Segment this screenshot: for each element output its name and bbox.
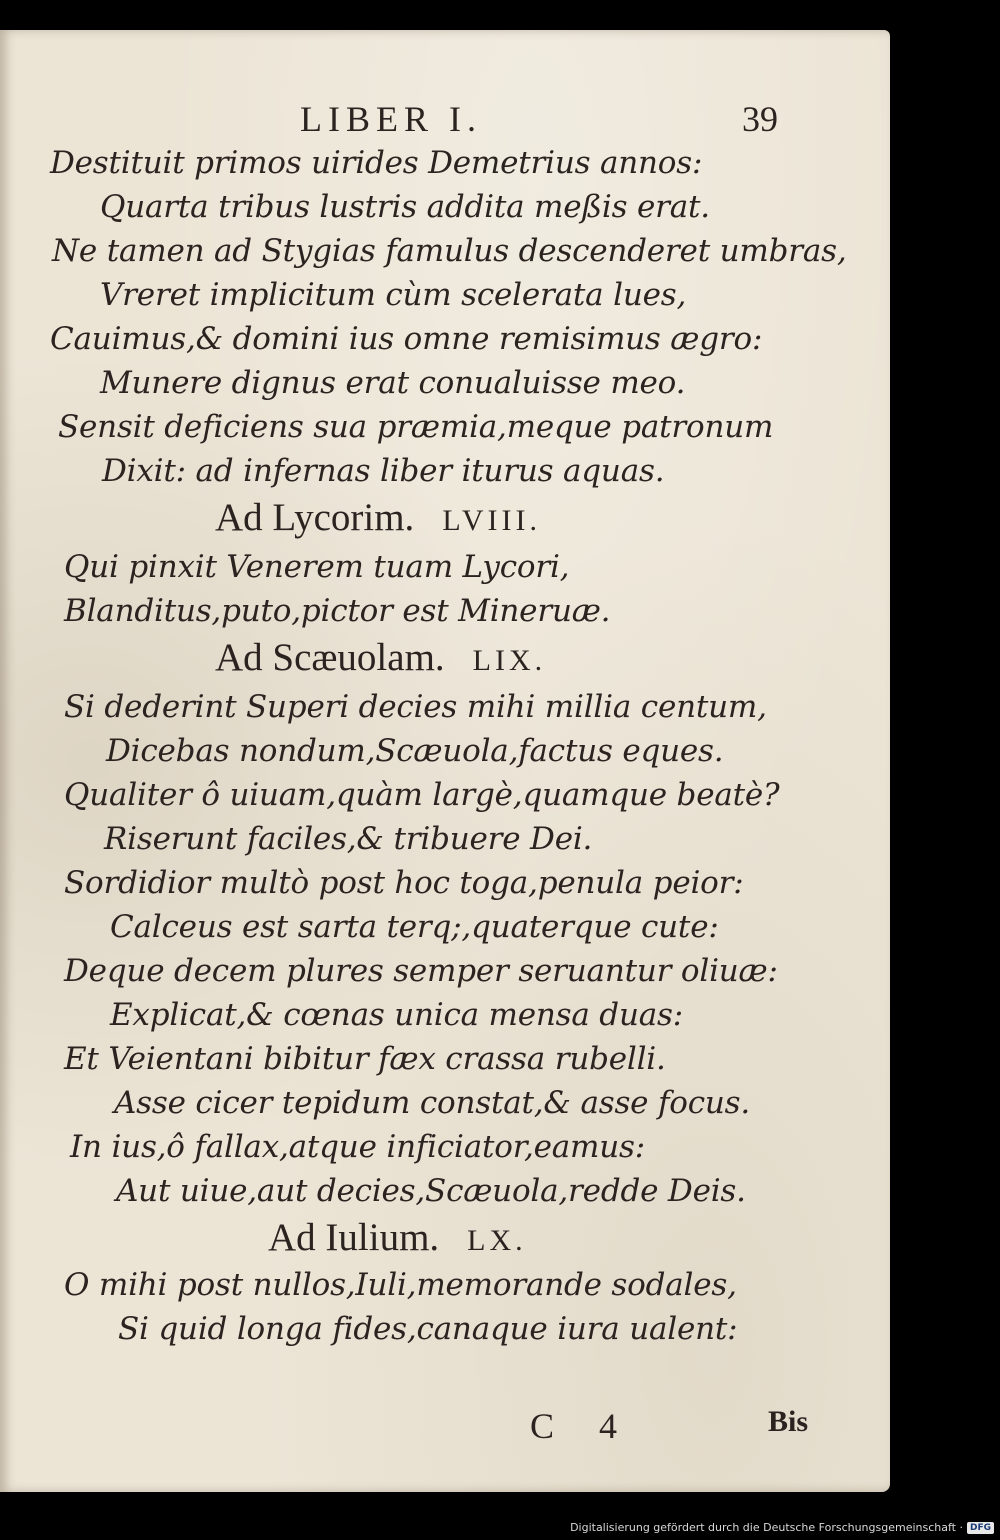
verse-line: Explicat,& cœnas unica mensa duas: (110, 997, 683, 1033)
verse-line: Calceus est sarta terq;,quaterque cute: (110, 909, 719, 945)
credit-text: Digitalisierung gefördert durch die Deutsche Forschungsgemeinschaft · (570, 1521, 963, 1534)
book-page (0, 30, 890, 1492)
catchword: Bis (768, 1405, 809, 1438)
epigram-heading (268, 1218, 527, 1257)
verse-line: In ius,ô fallax,atque inficiator,eamus: (70, 1129, 645, 1165)
heading-title: Ad Scæuolam. (215, 636, 445, 679)
heading-number: LIX. (472, 644, 547, 677)
page-number: 39 (742, 99, 778, 139)
verse-line: Dixit: ad infernas liber iturus aquas. (102, 453, 665, 489)
verse-line: Deque decem plures semper seruantur oliuæ: (64, 953, 778, 989)
verse-line: Dicebas nondum,Scæuola,factus eques. (106, 733, 724, 769)
verse-line: Qualiter ô uiuam,quàm largè,quamque beatè? (64, 777, 780, 813)
digitization-credit (570, 1521, 994, 1534)
heading-number: LVIII. (442, 504, 542, 537)
verse-line: Sordidior multò post hoc toga,penula peior: (64, 865, 744, 901)
verse-line: Asse cicer tepidum constat,& asse focus. (114, 1085, 751, 1121)
verse-line: Munere dignus erat conualuisse meo. (100, 365, 686, 401)
verse-line: Vreret implicitum cùm scelerata lues, (100, 277, 687, 313)
heading-number: LX. (467, 1224, 527, 1257)
verse-line: Si dederint Superi decies mihi millia centum, (64, 689, 767, 725)
heading-title: Ad Lycorim. (215, 496, 415, 539)
verse-line: O mihi post nullos,Iuli,memorande sodales, (64, 1267, 737, 1303)
epigram-heading (215, 638, 546, 677)
verse-line: Riserunt faciles,& tribuere Dei. (104, 821, 593, 857)
verse-line: Destituit primos uirides Demetrius annos: (50, 145, 703, 181)
dfg-logo-icon: DFG (967, 1522, 994, 1534)
verse-line: Cauimus,& domini ius omne remisimus ægro: (50, 321, 763, 357)
verse-line: Si quid longa fides,canaque iura ualent: (118, 1311, 738, 1347)
signature-mark: C 4 (530, 1406, 636, 1446)
verse-line: Ne tamen ad Stygias famulus descenderet umbras, (52, 233, 847, 269)
heading-title: Ad Iulium. (268, 1216, 440, 1259)
verse-line: Aut uiue,aut decies,Scæuola,redde Deis. (116, 1173, 746, 1209)
verse-line: Blanditus,puto,pictor est Mineruæ. (64, 593, 611, 629)
verse-line: Sensit deficiens sua præmia,meque patronum (58, 409, 774, 445)
epigram-heading (215, 498, 541, 537)
verse-line: Et Veientani bibitur fæx crassa rubelli. (64, 1041, 666, 1077)
running-head: LIBER I. (300, 99, 482, 139)
verse-line: Quarta tribus lustris addita meßis erat. (100, 189, 710, 225)
verse-line: Qui pinxit Venerem tuam Lycori, (64, 549, 570, 585)
